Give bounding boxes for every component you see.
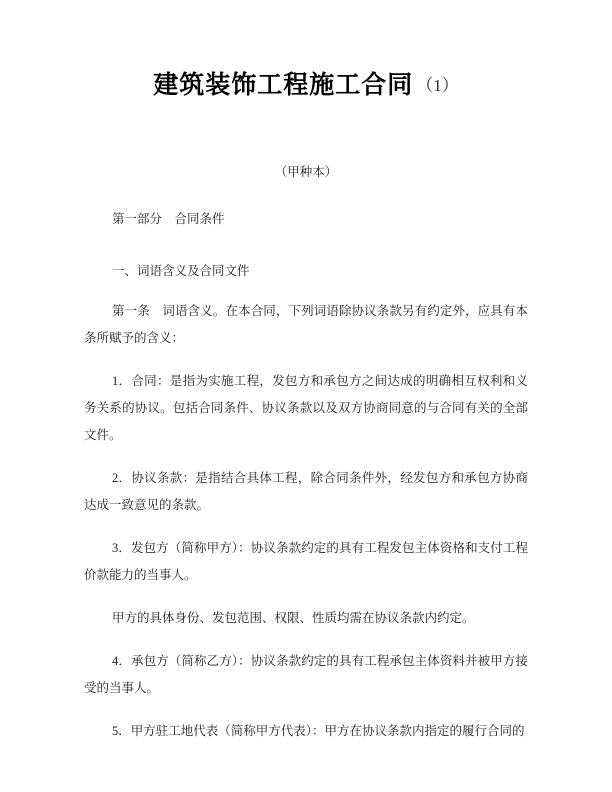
part-heading: 第一部分 合同条件 [112, 212, 225, 226]
definition-item-agreement-clauses: 2．协议条款：是指结合具体工程，除合同条件外，经发包方和承包方协商达成一致意见的条款。 [84, 471, 528, 512]
document-title-number: （1） [416, 76, 459, 95]
document-title [84, 70, 528, 101]
definition-item-contractor: 4．承包方（简称乙方）：协议条款约定的具有工程承包主体资料并被甲方接受的当事人。 [84, 654, 528, 695]
employer-identity-note: 甲方的具体身份、发包范围、权限、性质均需在协议条款内约定。 [112, 611, 475, 625]
definition-item-contract: 1．合同：是指为实施工程，发包方和承包方之间达成的明确相互权利和义务关系的协议。包括合同条件、协议条款以及双方协商同意的与合同有关的全部文件。 [84, 374, 528, 442]
definition-item-employer: 3．发包方（简称甲方）：协议条款约定的具有工程发包主体资格和支付工程价款能力的当事人。 [84, 541, 528, 582]
edition-note: （甲种本） [274, 165, 338, 179]
section-heading: 一、词语含义及合同文件 [112, 264, 250, 278]
clause-terms-definition-intro: 第一条 词语含义。在本合同，下列词语除协议条款另有约定外，应具有本条所赋予的含义： [84, 304, 528, 345]
document-title-text: 建筑装饰工程施工合同 [153, 71, 414, 99]
definition-item-employer-site-representative: 5．甲方驻工地代表（简称甲方代表）：甲方在协议条款内指定的履行合同的 [112, 724, 525, 738]
